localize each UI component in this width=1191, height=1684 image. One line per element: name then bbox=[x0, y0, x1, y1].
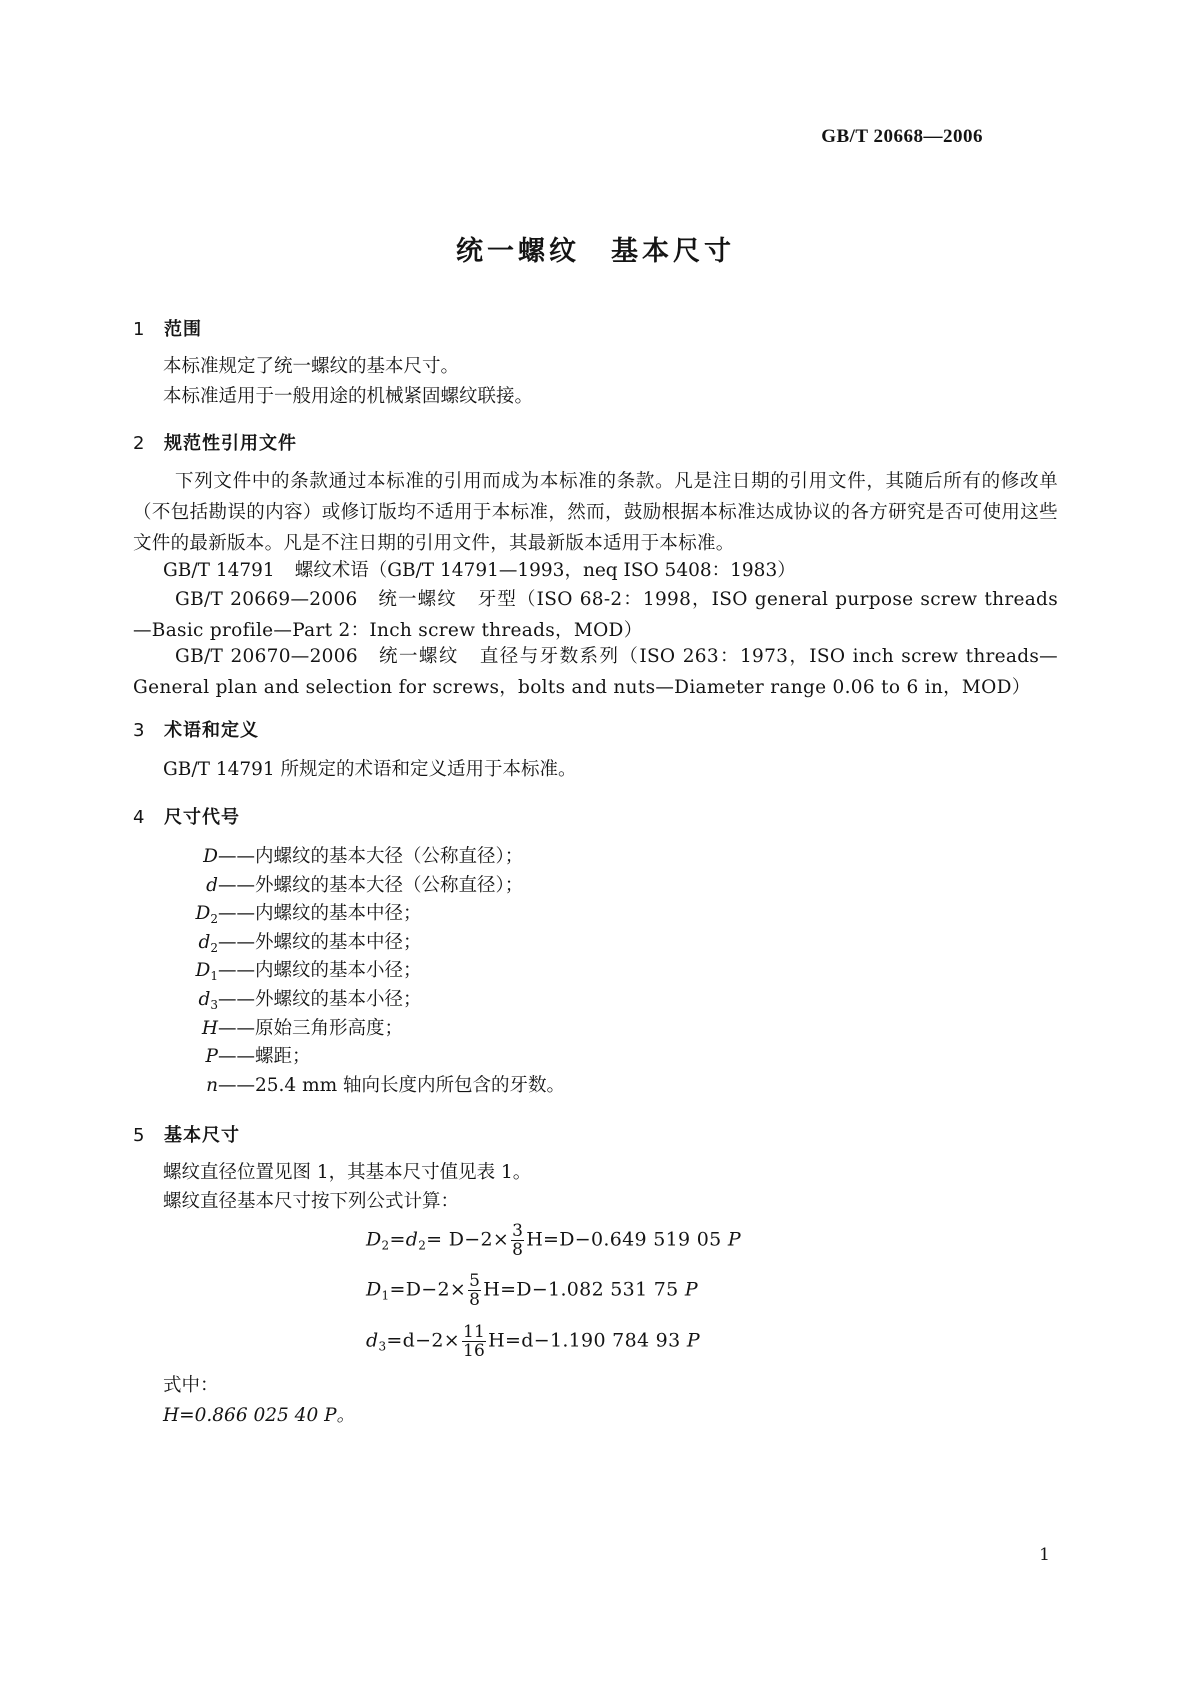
reference-name: 统一螺纹 bbox=[377, 646, 459, 667]
section-title: 范围 bbox=[164, 319, 202, 340]
paragraph: 螺纹直径基本尺寸按下列公式计算： bbox=[163, 1191, 460, 1212]
section-number: 3 bbox=[133, 720, 146, 741]
symbol-item bbox=[160, 1070, 565, 1107]
reference-item bbox=[163, 555, 796, 586]
symbol: n bbox=[206, 1074, 218, 1096]
symbol: H bbox=[201, 1017, 218, 1039]
section-4-heading bbox=[133, 803, 240, 829]
section-number: 2 bbox=[133, 433, 146, 454]
symbol-subscript: 3 bbox=[210, 998, 218, 1012]
fraction: $\frac{3}{8}$ bbox=[512, 1221, 524, 1260]
formula-minor-diameter-external: $d_3=d-2\times$ $\frac{11}{16}$ H=d−1.190 784 93 P bbox=[366, 1322, 700, 1361]
section-3-heading bbox=[133, 716, 259, 742]
symbol-subscript: 2 bbox=[210, 912, 218, 927]
symbol-description: ——外螺纹的基本大径（公称直径）； bbox=[218, 874, 524, 896]
section-number: 4 bbox=[133, 807, 146, 828]
formula-minor-diameter-internal: $D_1=D-2\times$ $\frac{5}{8}$ H=D−1.082 531 75 P bbox=[366, 1271, 699, 1310]
paragraph: 螺纹直径位置见图 1，其基本尺寸值见表 1。 bbox=[163, 1162, 532, 1183]
symbol-description: ——内螺纹的基本中径； bbox=[218, 903, 422, 925]
symbol: P bbox=[205, 1046, 218, 1068]
document-title: 统一螺纹 基本尺寸 bbox=[456, 236, 735, 267]
page-number: 1 bbox=[1039, 1545, 1050, 1565]
symbol-description: ——内螺纹的基本大径（公称直径）； bbox=[218, 846, 524, 867]
fraction: $\frac{11}{16}$ bbox=[462, 1322, 486, 1361]
symbol: D bbox=[195, 960, 211, 982]
symbol: d bbox=[198, 931, 211, 953]
symbol-description: ——螺距； bbox=[218, 1046, 311, 1068]
where-label: 式中： bbox=[163, 1375, 219, 1396]
reference-code: GB/T 20670—2006 bbox=[175, 646, 358, 667]
symbol-subscript: 2 bbox=[210, 940, 218, 955]
symbol-description: ——内螺纹的基本小径； bbox=[218, 960, 422, 982]
section-title: 术语和定义 bbox=[164, 720, 259, 741]
paragraph: 本标准规定了统一螺纹的基本尺寸。 bbox=[163, 356, 460, 377]
paragraph: GB/T 14791 所规定的术语和定义适用于本标准。 bbox=[163, 759, 577, 780]
fraction: $\frac{5}{8}$ bbox=[469, 1271, 481, 1310]
standard-number-header: GB/T 20668—2006 bbox=[821, 126, 983, 147]
section-2-heading bbox=[133, 429, 297, 455]
symbol: d bbox=[206, 874, 218, 896]
symbol: d bbox=[198, 989, 211, 1010]
section-number: 1 bbox=[133, 319, 146, 340]
paragraph: 本标准适用于一般用途的机械紧固螺纹联接。 bbox=[163, 386, 534, 407]
reference-text: 牙型（ISO 68-2：1998，ISO general purpose screw threads —Basic profile—Part 2：Inch screw threads，MOD） bbox=[133, 589, 1058, 641]
reference-item bbox=[133, 641, 1058, 703]
reference-name: 统一螺纹 bbox=[377, 589, 457, 610]
reference-code: GB/T 14791 bbox=[163, 560, 275, 581]
section-title: 基本尺寸 bbox=[164, 1125, 240, 1146]
symbol: D bbox=[195, 903, 211, 925]
reference-text: 螺纹术语（GB/T 14791—1993，neq ISO 5408：1983） bbox=[294, 560, 796, 581]
paragraph: 下列文件中的条款通过本标准的引用而成为本标准的条款。凡是注日期的引用文件，其随后所有的修改单（不包括勘误的内容）或修订版均不适用于本标准，然而，鼓励根据本标准达成协议的各方研究是否可使用这些文件的最新版本。凡是不注日期的引用文件，其最新版本适用于本标准。 bbox=[133, 471, 1058, 554]
symbol: D bbox=[203, 846, 218, 867]
reference-code: GB/T 20669—2006 bbox=[175, 589, 358, 610]
symbol-subscript: 1 bbox=[210, 969, 218, 984]
formula-pitch-diameter: $D_2=d_2= D-2\times$ $\frac{3}{8}$ H=D−0.649 519 05 P bbox=[366, 1221, 741, 1260]
reference-text: 直径与牙数系列（ISO 263：1973，ISO inch screw threads—General plan and selection for screws，bolts and nuts—Diameter range 0.06 to 6 in，MOD） bbox=[133, 646, 1058, 698]
section-5-heading bbox=[133, 1121, 240, 1147]
h-definition: H=0.866 025 40 P。 bbox=[163, 1405, 356, 1426]
section-title: 规范性引用文件 bbox=[164, 433, 297, 454]
section-title: 尺寸代号 bbox=[164, 807, 240, 828]
reference-item bbox=[133, 584, 1058, 646]
section-1-heading bbox=[133, 315, 202, 341]
symbol-description: ——外螺纹的基本小径； bbox=[218, 989, 422, 1010]
section-number: 5 bbox=[133, 1125, 146, 1146]
symbol-description: ——原始三角形高度； bbox=[218, 1017, 404, 1039]
symbol-description: ——外螺纹的基本中径； bbox=[218, 931, 422, 953]
symbol-description: ——25.4 mm 轴向长度内所包含的牙数。 bbox=[218, 1074, 566, 1096]
